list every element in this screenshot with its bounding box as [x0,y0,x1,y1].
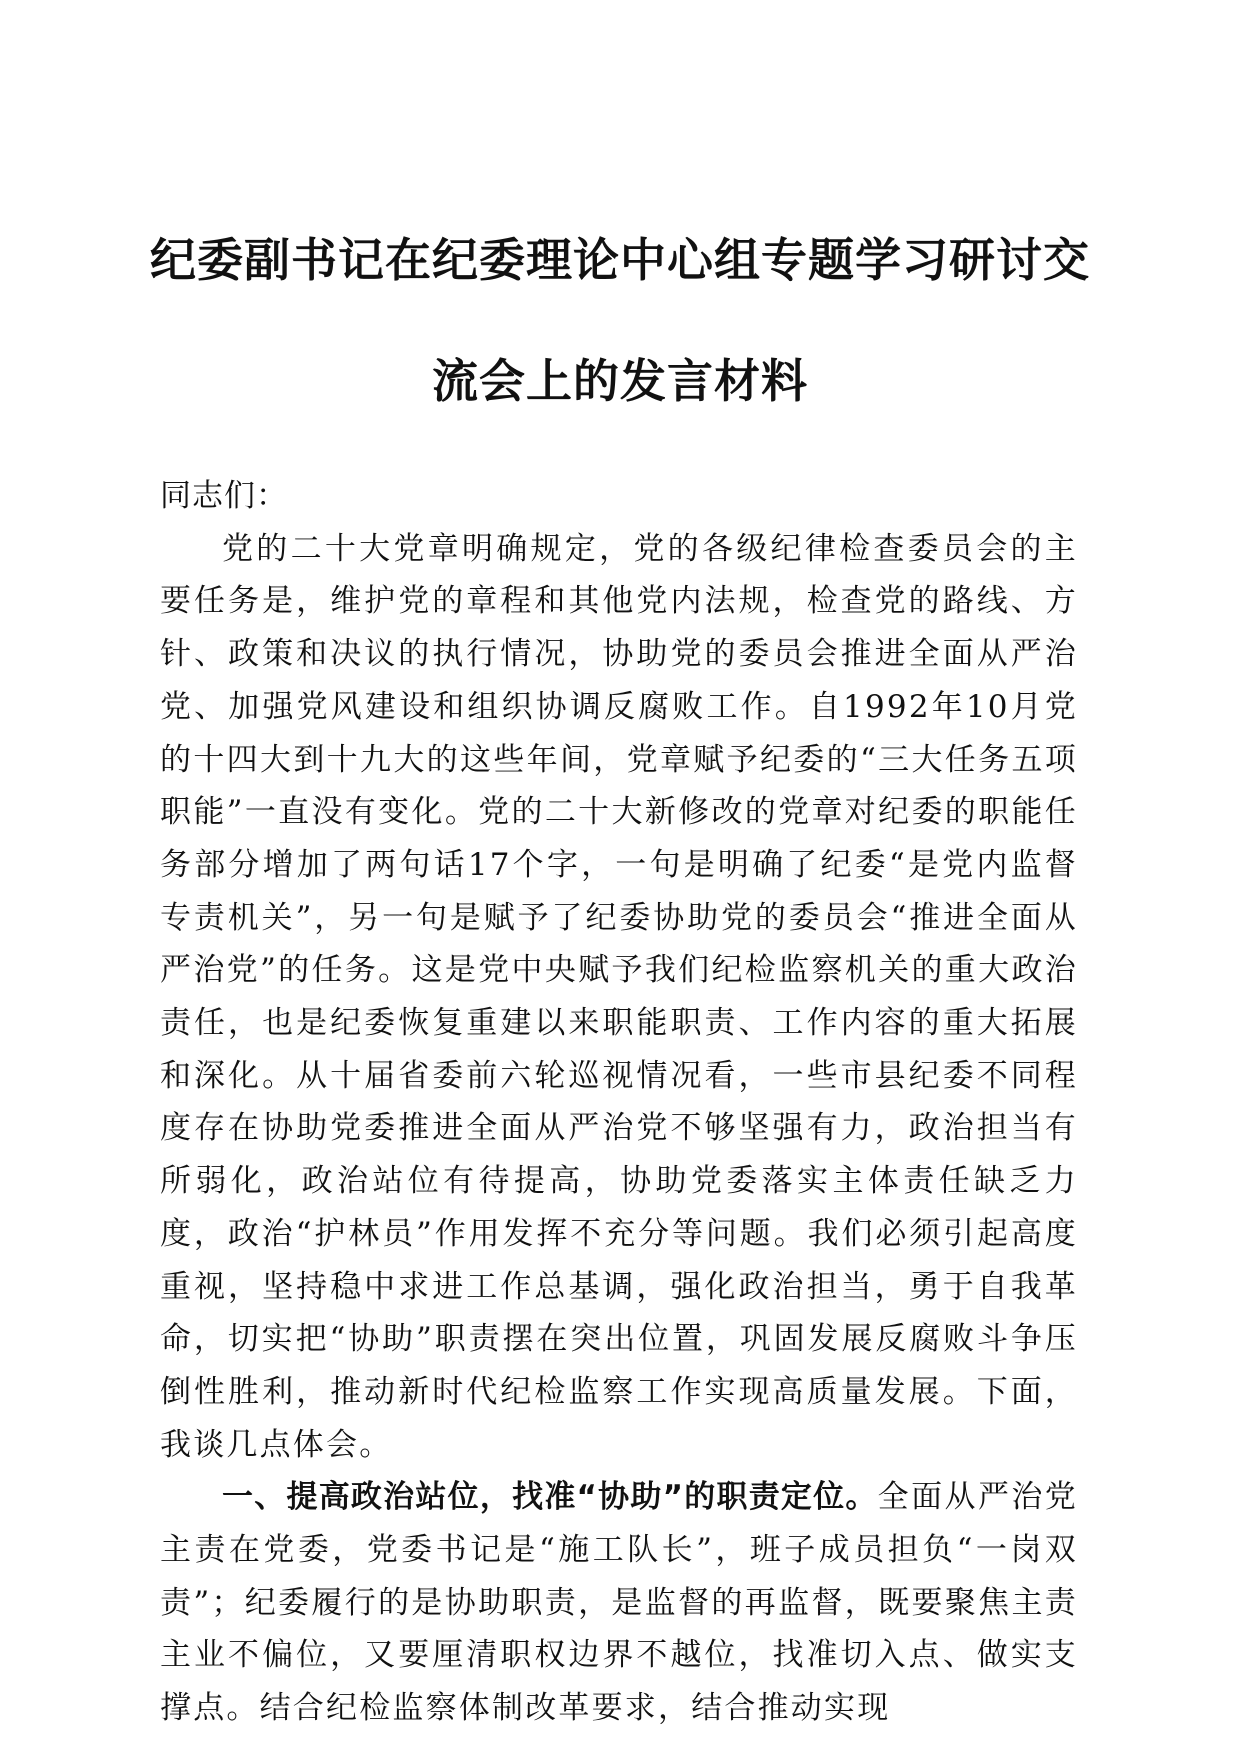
section-1-heading: 一、提高政治站位，找准“协助”的职责定位。 [222,1479,878,1516]
document-title-line-1: 纪委副书记在纪委理论中心组专题学习研讨交 [150,233,1090,287]
document-body [160,470,1078,1735]
salutation: 同志们： [160,478,288,514]
paragraph-intro: 党的二十大党章明确规定，党的各级纪律检查委员会的主要任务是，维护党的章程和其他党内法规，检查党的路线、方针、政策和决议的执行情况，协助党的委员会推进全面从严治党、加强党风建设和组织协调反腐败工作。自1992年10月党的十四大到十九大的这些年间，党章赋予纪委的“三大任务五项职能”一直没有变化。党的二十大新修改的党章对纪委的职能任务部分增加了两句话17个字，一句是明确了纪委“是党内监督专责机关”，另一句是赋予了纪委协助党的委员会“推进全面从严治党”的任务。这是党中央赋予我们纪检监察机关的重大政治责任，也是纪委恢复重建以来职能职责、工作内容的重大拓展和深化。从十届省委前六轮巡视情况看，一些市县纪委不同程度存在协助党委推进全面从严治党不够坚强有力，政治担当有所弱化，政治站位有待提高，协助党委落实主体责任缺乏力度，政治“护林员”作用发挥不充分等问题。我们必须引起高度重视，坚持稳中求进工作总基调，强化政治担当，勇于自我革命，切实把“协助”职责摆在突出位置，巩固发展反腐败斗争压倒性胜利，推动新时代纪检监察工作实现高质量发展。下面，我谈几点体会。 [160,530,1078,1463]
document-title-line-2: 流会上的发言材料 [432,354,808,408]
section-1-text: 全面从严治党主责在党委，党委书记是“施工队长”，班子成员担负“一岗双责”；纪委履行的是协助职责，是监督的再监督，既要聚焦主责主业不偏位，又要厘清职权边界不越位，找准切入点、做实支撑点。结合纪检监察体制改革要求，结合推动实现 [160,1479,1079,1727]
paragraph-section-1 [160,1471,1078,1735]
